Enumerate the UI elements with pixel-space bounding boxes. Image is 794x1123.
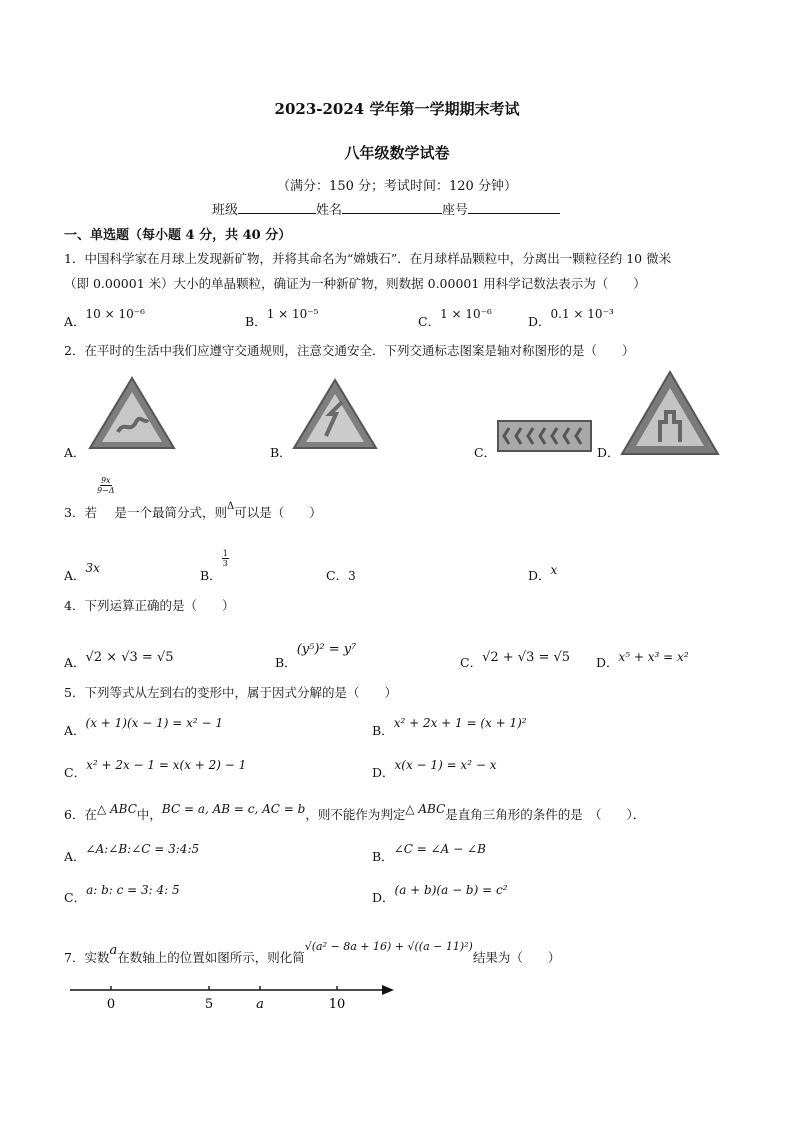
exam-subtitle: 八年级数学试卷 bbox=[344, 144, 450, 162]
q2-option-b-sign[interactable] bbox=[292, 378, 378, 450]
q2-option-d-label: D． bbox=[597, 445, 620, 460]
q3-option-a[interactable]: A．3x bbox=[64, 561, 100, 583]
axis-label-0: 0 bbox=[106, 997, 116, 1012]
q6-stem: 6．在△ ABC中，BC = a, AB = c, AC = b，则不能作为判定△ ABC是直角三角形的条件的是 （ ）． bbox=[64, 802, 646, 822]
q4-option-d[interactable]: D．x⁵ + x³ = x² bbox=[596, 650, 689, 670]
q1-option-a[interactable]: A．10 × 10⁻⁶ bbox=[64, 307, 145, 329]
q1-option-d[interactable]: D．0.1 × 10⁻³ bbox=[528, 307, 614, 329]
class-label: 班级 bbox=[212, 203, 239, 218]
q6-option-c[interactable]: C．a: b: c = 3: 4: 5 bbox=[64, 883, 180, 905]
q3-option-c[interactable]: C．3 bbox=[326, 568, 356, 583]
class-field[interactable] bbox=[238, 201, 316, 214]
exam-info: （满分：150 分；考试时间：120 分钟） bbox=[277, 179, 517, 194]
q5-text: 5．下列等式从左到右的变形中，属于因式分解的是（ ） bbox=[64, 685, 397, 700]
warning-triangle-icon bbox=[620, 370, 720, 456]
q1-line2: （即 0.00001 米）大小的单晶颗粒，确证为一种新矿物，则数据 0.00001 用科学记数法表示为（ ） bbox=[64, 276, 646, 291]
axis-label-10: 10 bbox=[328, 997, 346, 1012]
seat-label: 座号 bbox=[442, 203, 469, 218]
axis-label-5: 5 bbox=[204, 997, 214, 1012]
warning-triangle-icon bbox=[88, 376, 176, 450]
q5-option-a[interactable]: A．(x + 1)(x − 1) = x² − 1 bbox=[64, 716, 224, 738]
q6-option-b[interactable]: B．∠C = ∠A − ∠B bbox=[372, 842, 486, 864]
q2-option-a-sign[interactable] bbox=[88, 376, 176, 450]
q3-option-b[interactable]: B． $\frac{1}{3}$ bbox=[200, 549, 228, 583]
q6-option-a[interactable]: A．∠A:∠B:∠C = 3:4:5 bbox=[64, 842, 200, 864]
seat-field[interactable] bbox=[468, 201, 560, 214]
q2-option-b-label: B． bbox=[270, 445, 292, 460]
student-info-row bbox=[212, 199, 560, 218]
q5-option-c[interactable]: C．x² + 2x − 1 = x(x + 2) − 1 bbox=[64, 758, 247, 780]
name-label: 姓名 bbox=[316, 203, 343, 218]
q4-option-a[interactable]: A．√2 × √3 = √5 bbox=[64, 650, 174, 670]
number-line bbox=[64, 976, 404, 1022]
q1-option-c[interactable]: C．1 × 10⁻⁶ bbox=[418, 307, 492, 329]
q2-option-d-sign[interactable] bbox=[620, 370, 720, 456]
q5-option-d[interactable]: D．x(x − 1) = x² − x bbox=[372, 758, 497, 780]
q1-option-b[interactable]: B．1 × 10⁻⁵ bbox=[245, 307, 319, 329]
q3-stem: 3．若 $\frac{9x}{9-\Delta}$ 是一个最简分式，则$_\Delta$可以是（ ） bbox=[64, 476, 322, 520]
exam-title: 2023-2024 学年第一学期期末考试 bbox=[274, 100, 520, 118]
q4-option-c[interactable]: C．√2 + √3 = √5 bbox=[460, 650, 571, 670]
q2-text: 2．在平时的生活中我们应遵守交通规则，注意交通安全．下列交通标志图案是轴对称图形的是（ ） bbox=[64, 343, 635, 358]
q2-option-c-label: C． bbox=[474, 445, 497, 460]
arrow-head-icon bbox=[382, 985, 394, 995]
q7-radical-expression: √(a² − 8a + 16) + √((a − 11)²) bbox=[304, 940, 473, 953]
warning-triangle-icon bbox=[292, 378, 378, 450]
q3-option-d[interactable]: D．x bbox=[528, 563, 558, 583]
q2-option-c-sign[interactable] bbox=[497, 420, 592, 452]
axis-label-a: a bbox=[256, 997, 264, 1012]
q2-option-a-label: A． bbox=[64, 445, 86, 460]
q4-text: 4．下列运算正确的是（ ） bbox=[64, 598, 235, 613]
rectangular-road-sign-icon bbox=[497, 420, 592, 452]
section-title: 一、单选题（每小题 4 分，共 40 分） bbox=[64, 228, 292, 243]
q1-line1: 1．中国科学家在月球上发现新矿物，并将其命名为“嫦娥石”．在月球样品颗粒中，分离出一颗粒径约 10 微米 bbox=[64, 251, 672, 266]
q3-fraction: $\frac{9x}{9-\Delta}$ bbox=[96, 476, 115, 495]
q7-stem: 7．实数a在数轴上的位置如图所示，则化简√(a² − 8a + 16) + √((a − 11)²)结果为（ ） bbox=[64, 940, 561, 965]
q5-option-b[interactable]: B．x² + 2x + 1 = (x + 1)² bbox=[372, 716, 527, 738]
name-field[interactable] bbox=[342, 201, 442, 214]
q6-option-d[interactable]: D．(a + b)(a − b) = c² bbox=[372, 883, 508, 905]
q4-option-b[interactable]: B．(y⁵)² = y⁷ bbox=[275, 642, 357, 670]
